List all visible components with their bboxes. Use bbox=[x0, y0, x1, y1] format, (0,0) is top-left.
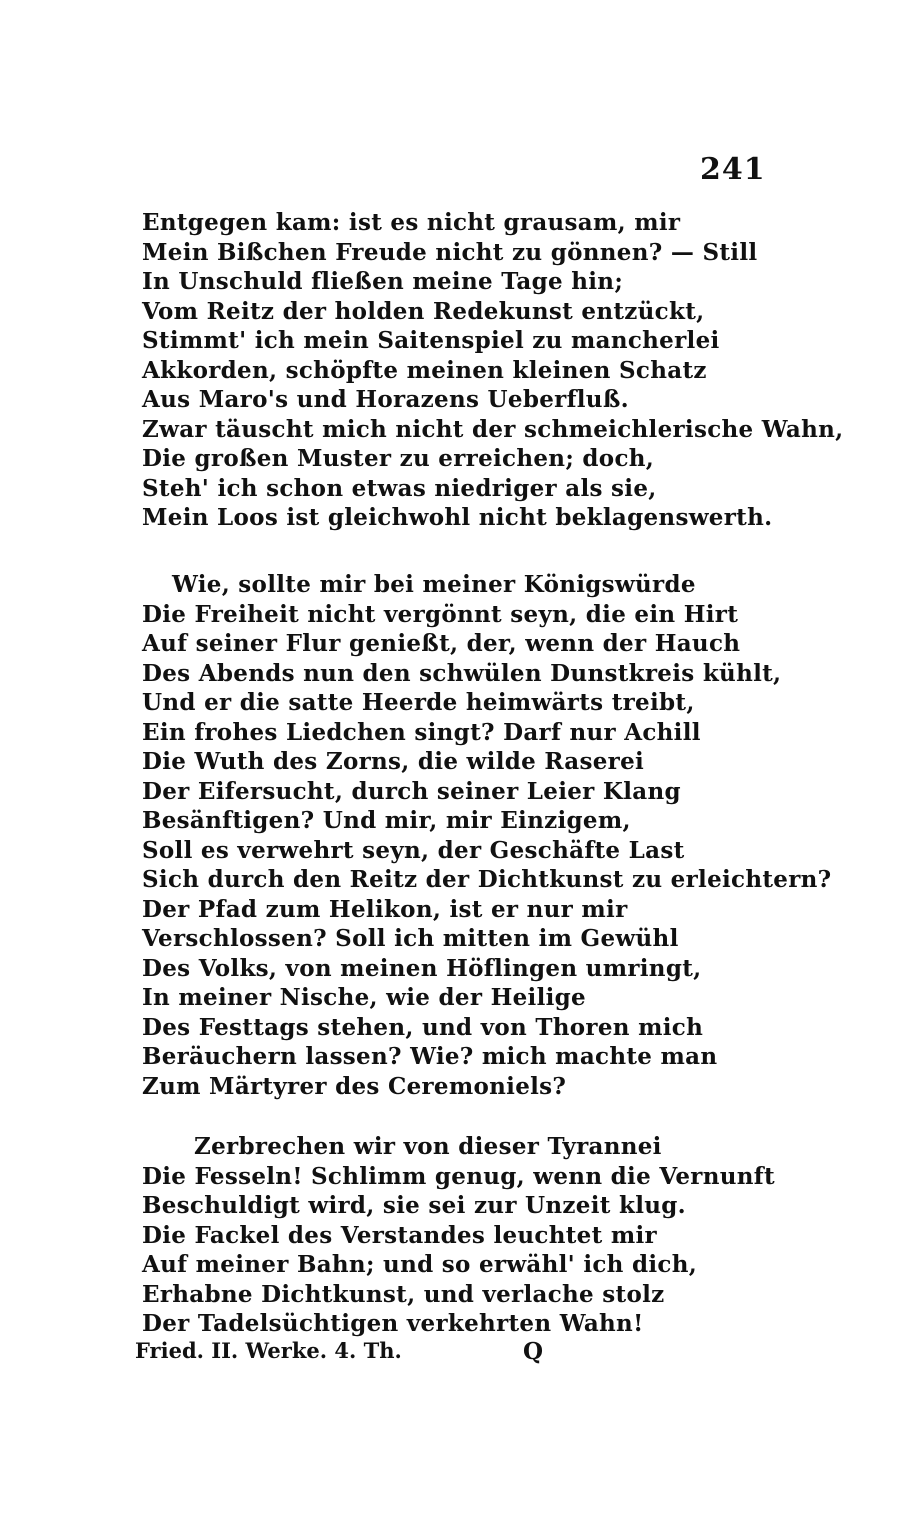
poem-line: Zwar täuscht mich nicht der schmeichlerische Wahn, bbox=[142, 415, 844, 443]
poem-line: Steh' ich schon etwas niedriger als sie, bbox=[142, 474, 657, 502]
page-footer bbox=[135, 1338, 735, 1363]
signature-mark: Q bbox=[523, 1338, 544, 1365]
poem-line: Und er die satte Heerde heimwärts treibt, bbox=[142, 689, 695, 716]
poem-line: Ein frohes Liedchen singt? Darf nur Achill bbox=[142, 718, 701, 746]
poem-line: Der Tadelsüchtigen verkehrten Wahn! bbox=[142, 1310, 644, 1337]
poem-line: Die Fackel des Verstandes leuchtet mir bbox=[142, 1221, 657, 1249]
printer-signature: Fried. II. Werke. 4. Th. bbox=[135, 1338, 402, 1363]
poem-line: Des Festtags stehen, und von Thoren mich bbox=[142, 1013, 704, 1041]
poem-line: Wie, sollte mir bei meiner Königswürde bbox=[172, 571, 696, 598]
poem-line: In Unschuld fließen meine Tage hin; bbox=[142, 268, 624, 295]
poem-line: Der Eifersucht, durch seiner Leier Klang bbox=[142, 777, 681, 805]
poem-line: Die großen Muster zu erreichen; doch, bbox=[142, 445, 655, 472]
poem-line: Mein Bißchen Freude nicht zu gönnen? — Still bbox=[142, 238, 758, 266]
poem-line: Entgegen kam: ist es nicht grausam, mir bbox=[142, 209, 681, 236]
poem-line: Stimmt' ich mein Saitenspiel zu mancherlei bbox=[142, 327, 720, 354]
stanza-3 bbox=[142, 1132, 775, 1339]
poem-line: In meiner Nische, wie der Heilige bbox=[142, 984, 586, 1011]
poem-line: Soll es verwehrt seyn, der Geschäfte Last bbox=[142, 836, 685, 864]
poem-line: Akkorden, schöpfte meinen kleinen Schatz bbox=[142, 356, 707, 384]
poem-line: Des Volks, von meinen Höflingen umringt, bbox=[142, 954, 702, 982]
poem-line: Des Abends nun den schwülen Dunstkreis kühlt, bbox=[142, 659, 782, 687]
poem-line: Beräuchern lassen? Wie? mich machte man bbox=[142, 1043, 718, 1070]
poem-line: Die Wuth des Zorns, die wilde Raserei bbox=[142, 748, 645, 775]
poem-line: Auf seiner Flur genießt, der, wenn der Hauch bbox=[142, 630, 741, 657]
poem-line: Besänftigen? Und mir, mir Einzigem, bbox=[142, 807, 631, 834]
poem-line: Auf meiner Bahn; und so erwähl' ich dich, bbox=[142, 1251, 698, 1278]
poem-line: Zerbrechen wir von dieser Tyrannei bbox=[194, 1133, 662, 1160]
poem-line: Der Pfad zum Helikon, ist er nur mir bbox=[142, 895, 628, 923]
poem-line: Die Fesseln! Schlimm genug, wenn die Vernunft bbox=[142, 1162, 775, 1190]
poem-line: Erhabne Dichtkunst, und verlache stolz bbox=[142, 1280, 665, 1308]
stanza-1 bbox=[142, 208, 844, 533]
stanza-2 bbox=[142, 570, 832, 1101]
poem-line: Sich durch den Reitz der Dichtkunst zu erleichtern? bbox=[142, 866, 832, 893]
poem-line: Mein Loos ist gleichwohl nicht beklagenswerth. bbox=[142, 504, 773, 531]
poem-line: Zum Märtyrer des Ceremoniels? bbox=[142, 1072, 567, 1100]
poem-line: Aus Maro's und Horazens Ueberfluß. bbox=[142, 386, 629, 413]
page-number: 241 bbox=[700, 152, 766, 187]
poem-line: Beschuldigt wird, sie sei zur Unzeit klug. bbox=[142, 1192, 686, 1219]
poem-line: Verschlossen? Soll ich mitten im Gewühl bbox=[142, 925, 679, 952]
poem-line: Die Freiheit nicht vergönnt seyn, die ein Hirt bbox=[142, 600, 739, 628]
poem-line: Vom Reitz der holden Redekunst entzückt, bbox=[142, 297, 705, 325]
